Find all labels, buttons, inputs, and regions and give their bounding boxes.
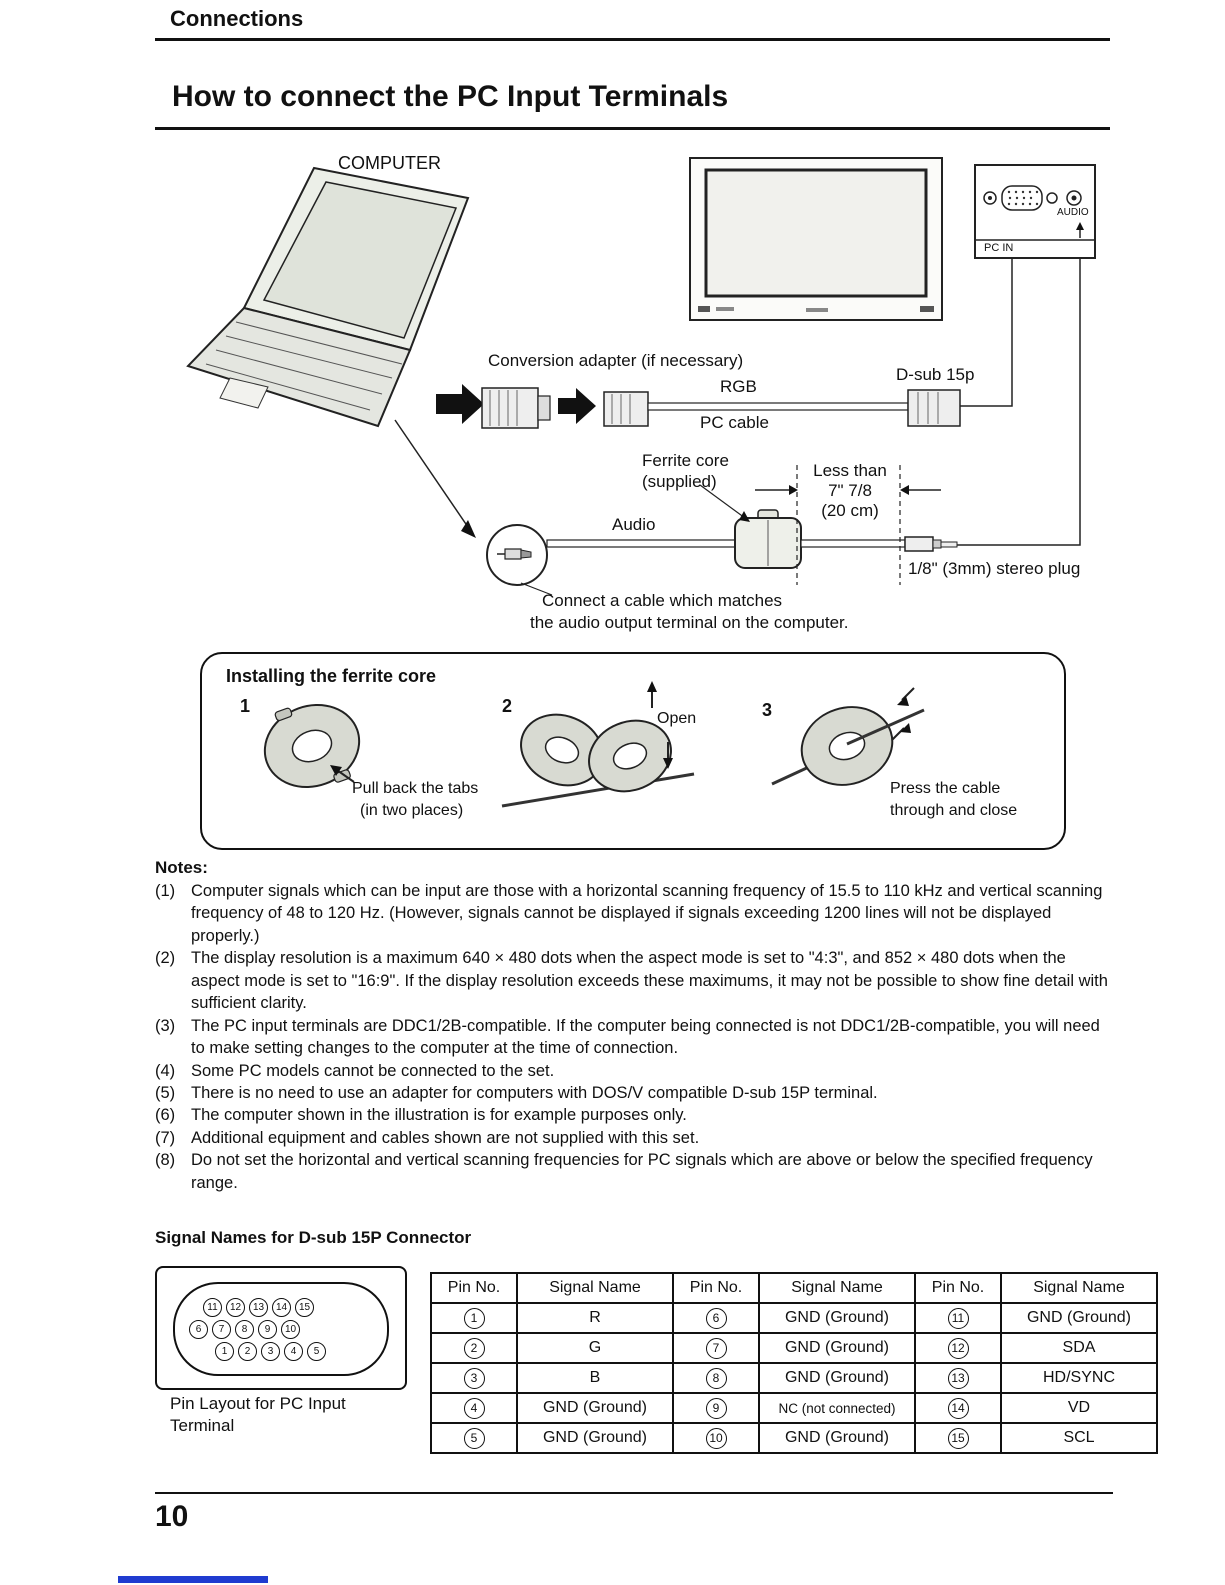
signal-name-cell: GND (Ground) [517,1393,673,1423]
pin-number-badge: 11 [948,1308,969,1329]
note-item [155,1104,1113,1126]
pin-9: 9 [258,1320,277,1339]
pin-number-badge: 3 [464,1368,485,1389]
step-2-number: 2 [502,696,513,716]
pull-tabs-label-1: Pull back the tabs [352,780,479,797]
arrow-to-adapter [436,384,484,424]
connect-note-line1: Connect a cable which matches [542,591,783,610]
pull-tabs-label-2: (in two places) [360,802,464,819]
computer-label: COMPUTER [338,153,441,173]
note-number: (5) [155,1083,176,1102]
note-item [155,1060,1113,1082]
title-rule [155,127,1110,130]
ferrite-core-label: Ferrite core [642,451,729,470]
pin-number-badge: 1 [464,1308,485,1329]
note-text: Additional equipment and cables shown are not supplied with this set. [191,1128,700,1147]
pin-row-middle [189,1320,387,1339]
rgb-label: RGB [720,377,757,396]
pin-6: 6 [189,1320,208,1339]
pin-number-badge: 4 [464,1398,485,1419]
pin-2: 2 [238,1342,257,1361]
signal-name-cell: VD [1001,1393,1157,1423]
note-item [155,1082,1113,1104]
note-number: (6) [155,1106,176,1125]
note-item [155,1149,1113,1194]
note-text: The computer shown in the illustration is for example purposes only. [191,1106,687,1125]
pin-14: 14 [272,1298,291,1317]
col-header-name: Signal Name [1001,1273,1157,1303]
stereo-plug-label: 1/8" (3mm) stereo plug [908,559,1081,578]
note-text: Some PC models cannot be connected to the set. [191,1061,555,1080]
ferrite-box-title: Installing the ferrite core [226,666,437,686]
pin-number-badge: 5 [464,1428,485,1449]
page-number: 10 [155,1500,189,1533]
signal-name-cell: HD/SYNC [1001,1363,1157,1393]
note-item [155,947,1113,1014]
pin-11: 11 [203,1298,222,1317]
ferrite-install-box [200,652,1066,850]
pin-15: 15 [295,1298,314,1317]
pin-row-bottom [215,1342,387,1361]
pin-number-badge: 6 [706,1308,727,1329]
twenty-cm-label: (20 cm) [821,501,879,520]
signal-name-cell: GND (Ground) [517,1423,673,1453]
pc-in-label: PC IN [984,242,1014,254]
pin-row-top [203,1298,387,1317]
press-cable-label-1: Press the cable [890,780,1001,797]
notes-heading: Notes: [155,858,208,877]
note-text: Do not set the horizontal and vertical scanning frequencies for PC signals which are above or below the specified frequency range. [191,1151,1093,1192]
signal-name-cell: GND (Ground) [759,1303,915,1333]
ferrite-step2-icon [502,681,697,806]
col-header-name: Signal Name [759,1273,915,1303]
scan-artifact-bar [118,1576,268,1583]
stereo-plug-icon [905,537,933,551]
note-number: (2) [155,949,176,968]
pin-10: 10 [281,1320,300,1339]
seven-eighths-label: 7" 7/8 [828,481,872,500]
page-title: How to connect the PC Input Terminals [172,80,729,113]
col-header-pin: Pin No. [431,1273,517,1303]
signal-name-cell: GND (Ground) [759,1333,915,1363]
audio-cable-label: Audio [612,515,656,534]
open-label: Open [657,710,697,727]
vga-connector-icon [1002,186,1042,210]
signal-name-cell: GND (Ground) [759,1423,915,1453]
connection-diagram [0,140,1225,648]
table-row [431,1303,1157,1333]
arrowhead-to-audio [461,520,476,538]
pin-4: 4 [284,1342,303,1361]
section-rule [155,38,1110,41]
pin-number-badge: 7 [706,1338,727,1359]
line-to-audio [395,420,470,530]
note-number: (3) [155,1016,176,1035]
pin-5: 5 [307,1342,326,1361]
note-item [155,880,1113,947]
note-number: (8) [155,1151,176,1170]
pin-12: 12 [226,1298,245,1317]
dsub-15p-label: D-sub 15p [896,365,975,384]
press-cable-label-2: through and close [890,802,1018,819]
signal-table [430,1272,1158,1454]
table-row [431,1393,1157,1423]
notes-section [155,858,1113,1194]
col-header-pin: Pin No. [915,1273,1001,1303]
step-1-number: 1 [240,696,251,716]
laptop-illustration [188,168,468,426]
section-header: Connections [170,6,304,31]
note-number: (1) [155,882,176,900]
pin-number-badge: 14 [948,1398,969,1419]
footer-rule [155,1492,1113,1494]
col-header-name: Signal Name [517,1273,673,1303]
pin-13: 13 [249,1298,268,1317]
ferrite-supplied-label: (supplied) [642,472,717,491]
pin-number-badge: 10 [706,1428,727,1449]
note-text: Computer signals which can be input are those with a horizontal scanning frequency of 15.5 to 110 kHz and vertical scanning frequency of 48 to 120 Hz. (However, signals cannot be displayed if signals exceeding 1200 lines will not be displayed properly.) [191,882,1103,945]
note-text: The PC input terminals are DDC1/2B-compatible. If the computer being connected is not DDC1/2B-compatible, you will need to make setting changes to the computer at the time of connection. [191,1016,1100,1058]
table-row [431,1423,1157,1453]
signal-name-cell: GND (Ground) [759,1363,915,1393]
pin-number-badge: 12 [948,1338,969,1359]
note-number: (7) [155,1128,176,1147]
pin-number-badge: 8 [706,1368,727,1389]
note-item [155,1127,1113,1149]
signal-name-cell: SCL [1001,1423,1157,1453]
pin-1: 1 [215,1342,234,1361]
table-header-row [431,1273,1157,1303]
display-illustration [690,158,942,320]
note-item [155,1015,1113,1060]
connect-note-line2: the audio output terminal on the computer. [530,613,849,632]
pin-3: 3 [261,1342,280,1361]
table-row [431,1363,1157,1393]
note-number: (4) [155,1061,176,1080]
pin-number-badge: 2 [464,1338,485,1359]
dsub-connector-outline [173,1282,389,1376]
pin-7: 7 [212,1320,231,1339]
conversion-adapter-label: Conversion adapter (if necessary) [488,351,744,370]
pin-8: 8 [235,1320,254,1339]
pin-layout-diagram [155,1266,407,1390]
table-row [431,1333,1157,1363]
note-text: The display resolution is a maximum 640 × 480 dots when the aspect mode is set to "4:3", and 852 × 480 dots when the aspect mode is set to "16:9". If the display resolution exceeds these maximums, it may not be possible to show fine detail with sufficient clarity. [191,949,1108,1013]
pc-cable-label: PC cable [700,413,769,432]
pin-number-badge: 9 [706,1398,727,1419]
signal-name-cell: NC (not connected) [759,1393,915,1423]
pin-number-badge: 15 [948,1428,969,1449]
note-text: There is no need to use an adapter for computers with DOS/V compatible D-sub 15P terminal. [191,1083,878,1102]
col-header-pin: Pin No. [673,1273,759,1303]
signal-name-cell: SDA [1001,1333,1157,1363]
signal-names-heading: Signal Names for D-sub 15P Connector [155,1228,472,1247]
pin-number-badge: 13 [948,1368,969,1389]
step-3-number: 3 [762,700,773,720]
signal-name-cell: G [517,1333,673,1363]
pin-layout-caption: Pin Layout for PC Input Terminal [170,1394,346,1436]
less-than-label: Less than [813,461,887,480]
signal-name-cell: B [517,1363,673,1393]
audio-port-label: AUDIO [1057,207,1089,218]
signal-name-cell: GND (Ground) [1001,1303,1157,1333]
signal-name-cell: R [517,1303,673,1333]
